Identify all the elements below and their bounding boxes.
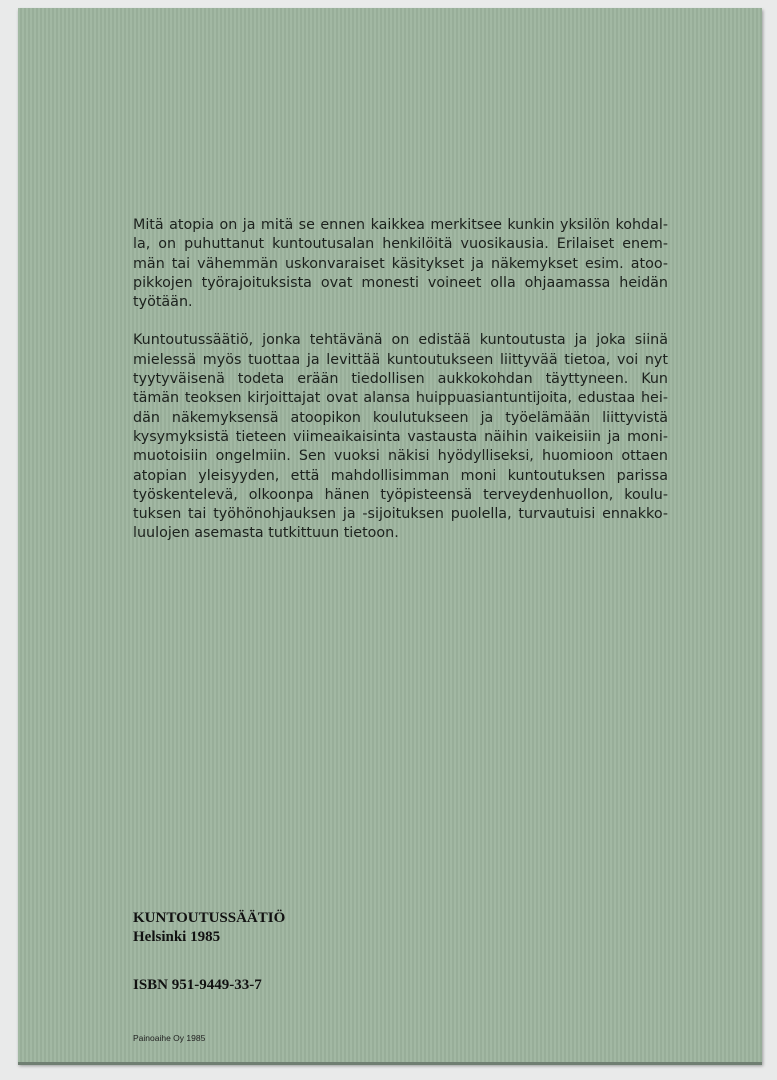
text-line: kysymyksistä tieteen viimeaikaisinta vastausta näihin vaikeisiin ja moni- <box>133 428 668 445</box>
blurb-paragraph-2 <box>133 331 668 543</box>
publisher-name: KUNTOUTUSSÄÄTIÖ <box>133 910 286 926</box>
text-line: Kuntoutussäätiö, jonka tehtävänä on edistää kuntoutusta ja joka siinä <box>133 332 668 349</box>
printer-credit: Painoaihe Oy 1985 <box>133 1033 206 1043</box>
text-line: tyytyväisenä todeta erään tiedollisen aukkokohdan täyttyneen. Kun <box>133 371 668 388</box>
isbn: ISBN 951-9449-33-7 <box>133 977 262 993</box>
text-line: muotoisiin ongelmiin. Sen vuoksi näkisi hyödylliseksi, huomioon ottaen <box>133 448 668 465</box>
text-line: atopian yleisyyden, että mahdollisimman moni kuntoutuksen parissa <box>133 467 668 484</box>
cover-edge <box>18 1062 762 1065</box>
publication-place-year: Helsinki 1985 <box>133 929 221 945</box>
text-line: tämän teoksen kirjoittajat ovat alansa huippuasiantuntijoita, edustaa hei- <box>133 390 668 407</box>
text-line: työtään. <box>133 294 193 311</box>
text-line: pikkojen työrajoituksista ovat monesti voineet olla ohjaamassa heidän <box>133 274 668 291</box>
blurb-text <box>133 216 668 563</box>
text-line: mielessä myös tuottaa ja levittää kuntoutukseen liittyvää tietoa, voi nyt <box>133 351 668 368</box>
text-line: luulojen asemasta tutkittuun tietoon. <box>133 525 399 542</box>
text-line: Mitä atopia on ja mitä se ennen kaikkea merkitsee kunkin yksilön kohdal- <box>133 217 668 233</box>
text-line: la, on puhuttanut kuntoutusalan henkilöitä vuosikausia. Erilaiset enem- <box>133 236 668 253</box>
text-line: dän näkemyksensä atoopikon koulutukseen ja työelämään liittyvistä <box>133 409 668 426</box>
text-line: tuksen tai työhönohjauksen ja -sijoituksen puolella, turvautuisi ennakko- <box>133 506 668 523</box>
text-line: työskentelevä, olkoonpa hänen työpisteensä terveydenhuollon, koulu- <box>133 486 668 503</box>
text-line: män tai vähemmän uskonvaraiset käsitykset ja näkemykset esim. atoo- <box>133 255 668 272</box>
blurb-paragraph-1 <box>133 216 668 312</box>
